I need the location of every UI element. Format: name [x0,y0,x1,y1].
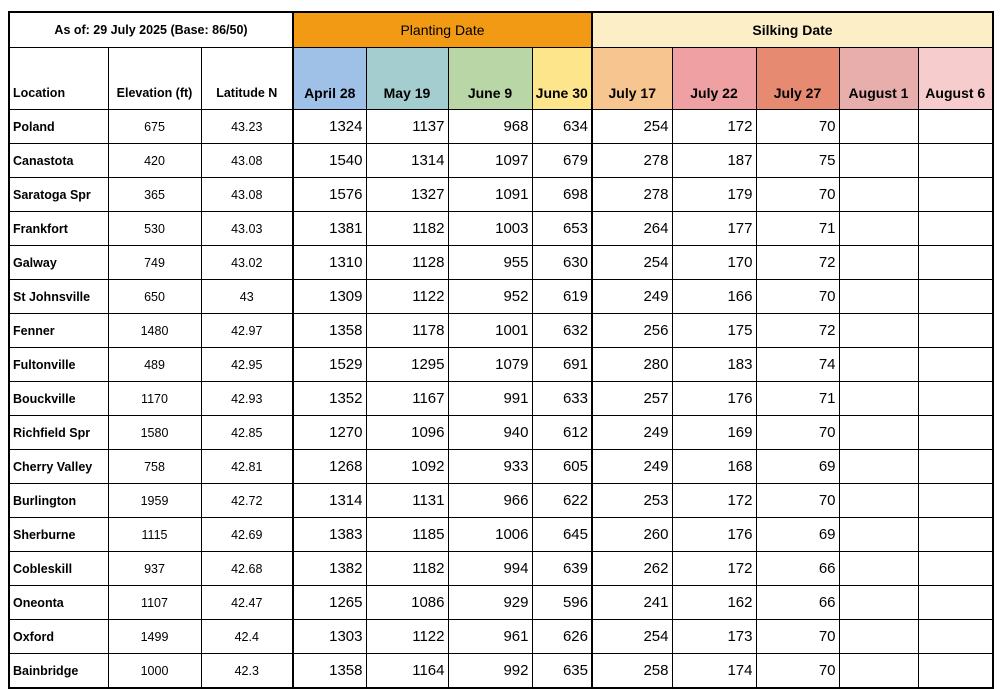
silking-gdd-cell: 71 [756,382,839,416]
silking-gdd-cell: 254 [592,110,672,144]
latitude-cell: 42.68 [201,552,293,586]
elevation-cell: 749 [108,246,201,280]
silking-gdd-cell: 70 [756,280,839,314]
planting-gdd-cell: 653 [532,212,592,246]
planting-gdd-cell: 632 [532,314,592,348]
latitude-column-header: Latitude N [201,48,293,110]
silking-gdd-cell: 70 [756,654,839,689]
planting-gdd-cell: 612 [532,416,592,450]
silking-gdd-cell: 257 [592,382,672,416]
elevation-cell: 1000 [108,654,201,689]
planting-date-header: April 28 [293,48,366,110]
silking-gdd-cell [918,348,993,382]
silking-gdd-cell [918,382,993,416]
elevation-cell: 1499 [108,620,201,654]
elevation-cell: 1107 [108,586,201,620]
planting-gdd-cell: 1003 [448,212,532,246]
silking-gdd-cell [839,144,918,178]
silking-gdd-cell [839,212,918,246]
silking-gdd-cell: 249 [592,416,672,450]
silking-gdd-cell: 71 [756,212,839,246]
table-row [9,314,993,348]
silking-gdd-cell [839,654,918,689]
planting-gdd-cell: 1383 [293,518,366,552]
silking-gdd-cell: 66 [756,586,839,620]
latitude-cell: 43 [201,280,293,314]
latitude-cell: 42.81 [201,450,293,484]
elevation-cell: 650 [108,280,201,314]
silking-gdd-cell [839,620,918,654]
silking-gdd-cell: 72 [756,314,839,348]
table-row [9,348,993,382]
planting-gdd-cell: 1122 [366,280,448,314]
planting-gdd-cell: 1352 [293,382,366,416]
planting-gdd-cell: 1381 [293,212,366,246]
location-cell: Cherry Valley [9,450,108,484]
planting-gdd-cell: 1079 [448,348,532,382]
silking-gdd-cell [839,586,918,620]
planting-gdd-cell: 1270 [293,416,366,450]
planting-gdd-cell: 1314 [366,144,448,178]
planting-date-header: June 9 [448,48,532,110]
table-row [9,178,993,212]
planting-gdd-cell: 698 [532,178,592,212]
silking-gdd-cell: 172 [672,110,756,144]
elevation-cell: 489 [108,348,201,382]
planting-gdd-cell: 1309 [293,280,366,314]
planting-gdd-cell: 634 [532,110,592,144]
silking-gdd-cell: 162 [672,586,756,620]
planting-gdd-cell: 1086 [366,586,448,620]
gdd-table [8,11,994,689]
planting-gdd-cell: 630 [532,246,592,280]
latitude-cell: 42.47 [201,586,293,620]
as-of-label: As of: 29 July 2025 (Base: 86/50) [9,12,293,48]
latitude-cell: 43.08 [201,144,293,178]
elevation-cell: 675 [108,110,201,144]
location-cell: Saratoga Spr [9,178,108,212]
location-cell: Richfield Spr [9,416,108,450]
location-cell: Bouckville [9,382,108,416]
planting-gdd-cell: 1122 [366,620,448,654]
planting-gdd-cell: 1358 [293,654,366,689]
planting-date-header: May 19 [366,48,448,110]
silking-gdd-cell: 70 [756,484,839,518]
silking-gdd-cell [918,110,993,144]
silking-gdd-cell: 249 [592,280,672,314]
planting-gdd-cell: 1131 [366,484,448,518]
planting-gdd-cell: 1529 [293,348,366,382]
silking-gdd-cell: 70 [756,110,839,144]
planting-gdd-cell: 596 [532,586,592,620]
silking-gdd-cell: 176 [672,382,756,416]
silking-gdd-cell [918,314,993,348]
elevation-cell: 1115 [108,518,201,552]
location-cell: Oneonta [9,586,108,620]
silking-gdd-cell: 174 [672,654,756,689]
silking-gdd-cell: 260 [592,518,672,552]
silking-gdd-cell: 69 [756,450,839,484]
planting-gdd-cell: 626 [532,620,592,654]
silking-gdd-cell: 179 [672,178,756,212]
silking-gdd-cell [839,484,918,518]
silking-gdd-cell: 253 [592,484,672,518]
silking-gdd-cell [839,110,918,144]
silking-gdd-cell: 280 [592,348,672,382]
silking-gdd-cell: 187 [672,144,756,178]
elevation-cell: 1580 [108,416,201,450]
latitude-cell: 42.95 [201,348,293,382]
silking-gdd-cell [839,178,918,212]
planting-gdd-cell: 940 [448,416,532,450]
elevation-cell: 758 [108,450,201,484]
planting-gdd-cell: 635 [532,654,592,689]
location-cell: Cobleskill [9,552,108,586]
planting-gdd-cell: 1182 [366,212,448,246]
planting-gdd-cell: 1178 [366,314,448,348]
silking-gdd-cell [839,518,918,552]
planting-gdd-cell: 952 [448,280,532,314]
silking-gdd-cell [918,518,993,552]
table-row [9,280,993,314]
planting-gdd-cell: 1182 [366,552,448,586]
location-cell: Frankfort [9,212,108,246]
table-row [9,620,993,654]
latitude-cell: 42.3 [201,654,293,689]
location-cell: St Johnsville [9,280,108,314]
table-row [9,110,993,144]
silking-gdd-cell [839,552,918,586]
latitude-cell: 43.02 [201,246,293,280]
planting-gdd-cell: 1185 [366,518,448,552]
table-row [9,382,993,416]
silking-gdd-cell: 75 [756,144,839,178]
silking-gdd-cell [918,654,993,689]
silking-gdd-cell: 183 [672,348,756,382]
silking-date-header: August 6 [918,48,993,110]
latitude-cell: 43.08 [201,178,293,212]
planting-gdd-cell: 992 [448,654,532,689]
table-row [9,518,993,552]
planting-gdd-cell: 639 [532,552,592,586]
silking-gdd-cell: 169 [672,416,756,450]
latitude-cell: 43.03 [201,212,293,246]
latitude-cell: 42.72 [201,484,293,518]
silking-gdd-cell [839,382,918,416]
silking-gdd-cell [918,144,993,178]
silking-gdd-cell: 173 [672,620,756,654]
silking-gdd-cell [918,552,993,586]
planting-date-header: June 30 [532,48,592,110]
elevation-cell: 530 [108,212,201,246]
elevation-cell: 365 [108,178,201,212]
silking-gdd-cell [839,246,918,280]
silking-gdd-cell: 278 [592,144,672,178]
silking-gdd-cell [918,212,993,246]
silking-gdd-cell [918,246,993,280]
silking-gdd-cell: 262 [592,552,672,586]
silking-gdd-cell: 249 [592,450,672,484]
planting-gdd-cell: 619 [532,280,592,314]
table-row [9,654,993,689]
planting-gdd-cell: 968 [448,110,532,144]
planting-gdd-cell: 1265 [293,586,366,620]
silking-gdd-cell [839,348,918,382]
location-cell: Galway [9,246,108,280]
location-cell: Burlington [9,484,108,518]
silking-gdd-cell: 176 [672,518,756,552]
silking-gdd-cell [918,178,993,212]
planting-gdd-cell: 1097 [448,144,532,178]
table-row [9,416,993,450]
location-cell: Canastota [9,144,108,178]
silking-gdd-cell [918,280,993,314]
planting-gdd-cell: 605 [532,450,592,484]
silking-gdd-cell: 69 [756,518,839,552]
planting-gdd-cell: 966 [448,484,532,518]
latitude-cell: 42.97 [201,314,293,348]
planting-gdd-cell: 994 [448,552,532,586]
silking-date-header: August 1 [839,48,918,110]
silking-gdd-cell: 175 [672,314,756,348]
latitude-cell: 43.23 [201,110,293,144]
silking-gdd-cell: 241 [592,586,672,620]
planting-gdd-cell: 1310 [293,246,366,280]
silking-gdd-cell: 70 [756,416,839,450]
table-row [9,484,993,518]
elevation-cell: 420 [108,144,201,178]
silking-gdd-cell: 278 [592,178,672,212]
planting-gdd-cell: 929 [448,586,532,620]
elevation-cell: 1959 [108,484,201,518]
elevation-cell: 937 [108,552,201,586]
planting-gdd-cell: 1137 [366,110,448,144]
planting-gdd-cell: 1295 [366,348,448,382]
silking-gdd-cell: 264 [592,212,672,246]
elevation-cell: 1480 [108,314,201,348]
planting-gdd-cell: 933 [448,450,532,484]
silking-gdd-cell: 70 [756,178,839,212]
silking-date-header: July 17 [592,48,672,110]
planting-gdd-cell: 679 [532,144,592,178]
silking-gdd-cell: 170 [672,246,756,280]
location-cell: Fultonville [9,348,108,382]
location-cell: Oxford [9,620,108,654]
silking-gdd-cell: 66 [756,552,839,586]
silking-date-group-header: Silking Date [592,12,993,48]
location-cell: Bainbridge [9,654,108,689]
planting-gdd-cell: 991 [448,382,532,416]
planting-date-group-header: Planting Date [293,12,592,48]
planting-gdd-cell: 1091 [448,178,532,212]
table-row [9,552,993,586]
silking-gdd-cell [918,416,993,450]
planting-gdd-cell: 1164 [366,654,448,689]
planting-gdd-cell: 1540 [293,144,366,178]
planting-gdd-cell: 691 [532,348,592,382]
latitude-cell: 42.93 [201,382,293,416]
planting-gdd-cell: 1096 [366,416,448,450]
planting-gdd-cell: 633 [532,382,592,416]
table-row [9,212,993,246]
table-row [9,246,993,280]
table-row [9,144,993,178]
silking-gdd-cell [918,586,993,620]
silking-gdd-cell: 166 [672,280,756,314]
planting-gdd-cell: 622 [532,484,592,518]
silking-gdd-cell: 74 [756,348,839,382]
silking-gdd-cell [918,620,993,654]
planting-gdd-cell: 645 [532,518,592,552]
planting-gdd-cell: 1327 [366,178,448,212]
table-row [9,586,993,620]
silking-gdd-cell: 258 [592,654,672,689]
silking-gdd-cell [839,280,918,314]
planting-gdd-cell: 1006 [448,518,532,552]
planting-gdd-cell: 1358 [293,314,366,348]
planting-gdd-cell: 1314 [293,484,366,518]
elevation-column-header: Elevation (ft) [108,48,201,110]
planting-gdd-cell: 1324 [293,110,366,144]
planting-gdd-cell: 1128 [366,246,448,280]
planting-gdd-cell: 1382 [293,552,366,586]
silking-gdd-cell [918,484,993,518]
planting-gdd-cell: 961 [448,620,532,654]
planting-gdd-cell: 955 [448,246,532,280]
planting-gdd-cell: 1303 [293,620,366,654]
silking-date-header: July 22 [672,48,756,110]
planting-gdd-cell: 1167 [366,382,448,416]
silking-gdd-cell [839,450,918,484]
planting-gdd-cell: 1576 [293,178,366,212]
latitude-cell: 42.4 [201,620,293,654]
silking-gdd-cell [839,314,918,348]
location-column-header: Location [9,48,108,110]
silking-gdd-cell: 254 [592,620,672,654]
silking-gdd-cell: 172 [672,484,756,518]
location-cell: Sherburne [9,518,108,552]
planting-gdd-cell: 1092 [366,450,448,484]
silking-date-header: July 27 [756,48,839,110]
elevation-cell: 1170 [108,382,201,416]
planting-gdd-cell: 1268 [293,450,366,484]
silking-gdd-cell: 72 [756,246,839,280]
location-cell: Poland [9,110,108,144]
table-row [9,450,993,484]
silking-gdd-cell: 168 [672,450,756,484]
silking-gdd-cell [839,416,918,450]
silking-gdd-cell: 70 [756,620,839,654]
planting-gdd-cell: 1001 [448,314,532,348]
silking-gdd-cell [918,450,993,484]
latitude-cell: 42.85 [201,416,293,450]
silking-gdd-cell: 172 [672,552,756,586]
location-cell: Fenner [9,314,108,348]
latitude-cell: 42.69 [201,518,293,552]
silking-gdd-cell: 254 [592,246,672,280]
silking-gdd-cell: 256 [592,314,672,348]
silking-gdd-cell: 177 [672,212,756,246]
